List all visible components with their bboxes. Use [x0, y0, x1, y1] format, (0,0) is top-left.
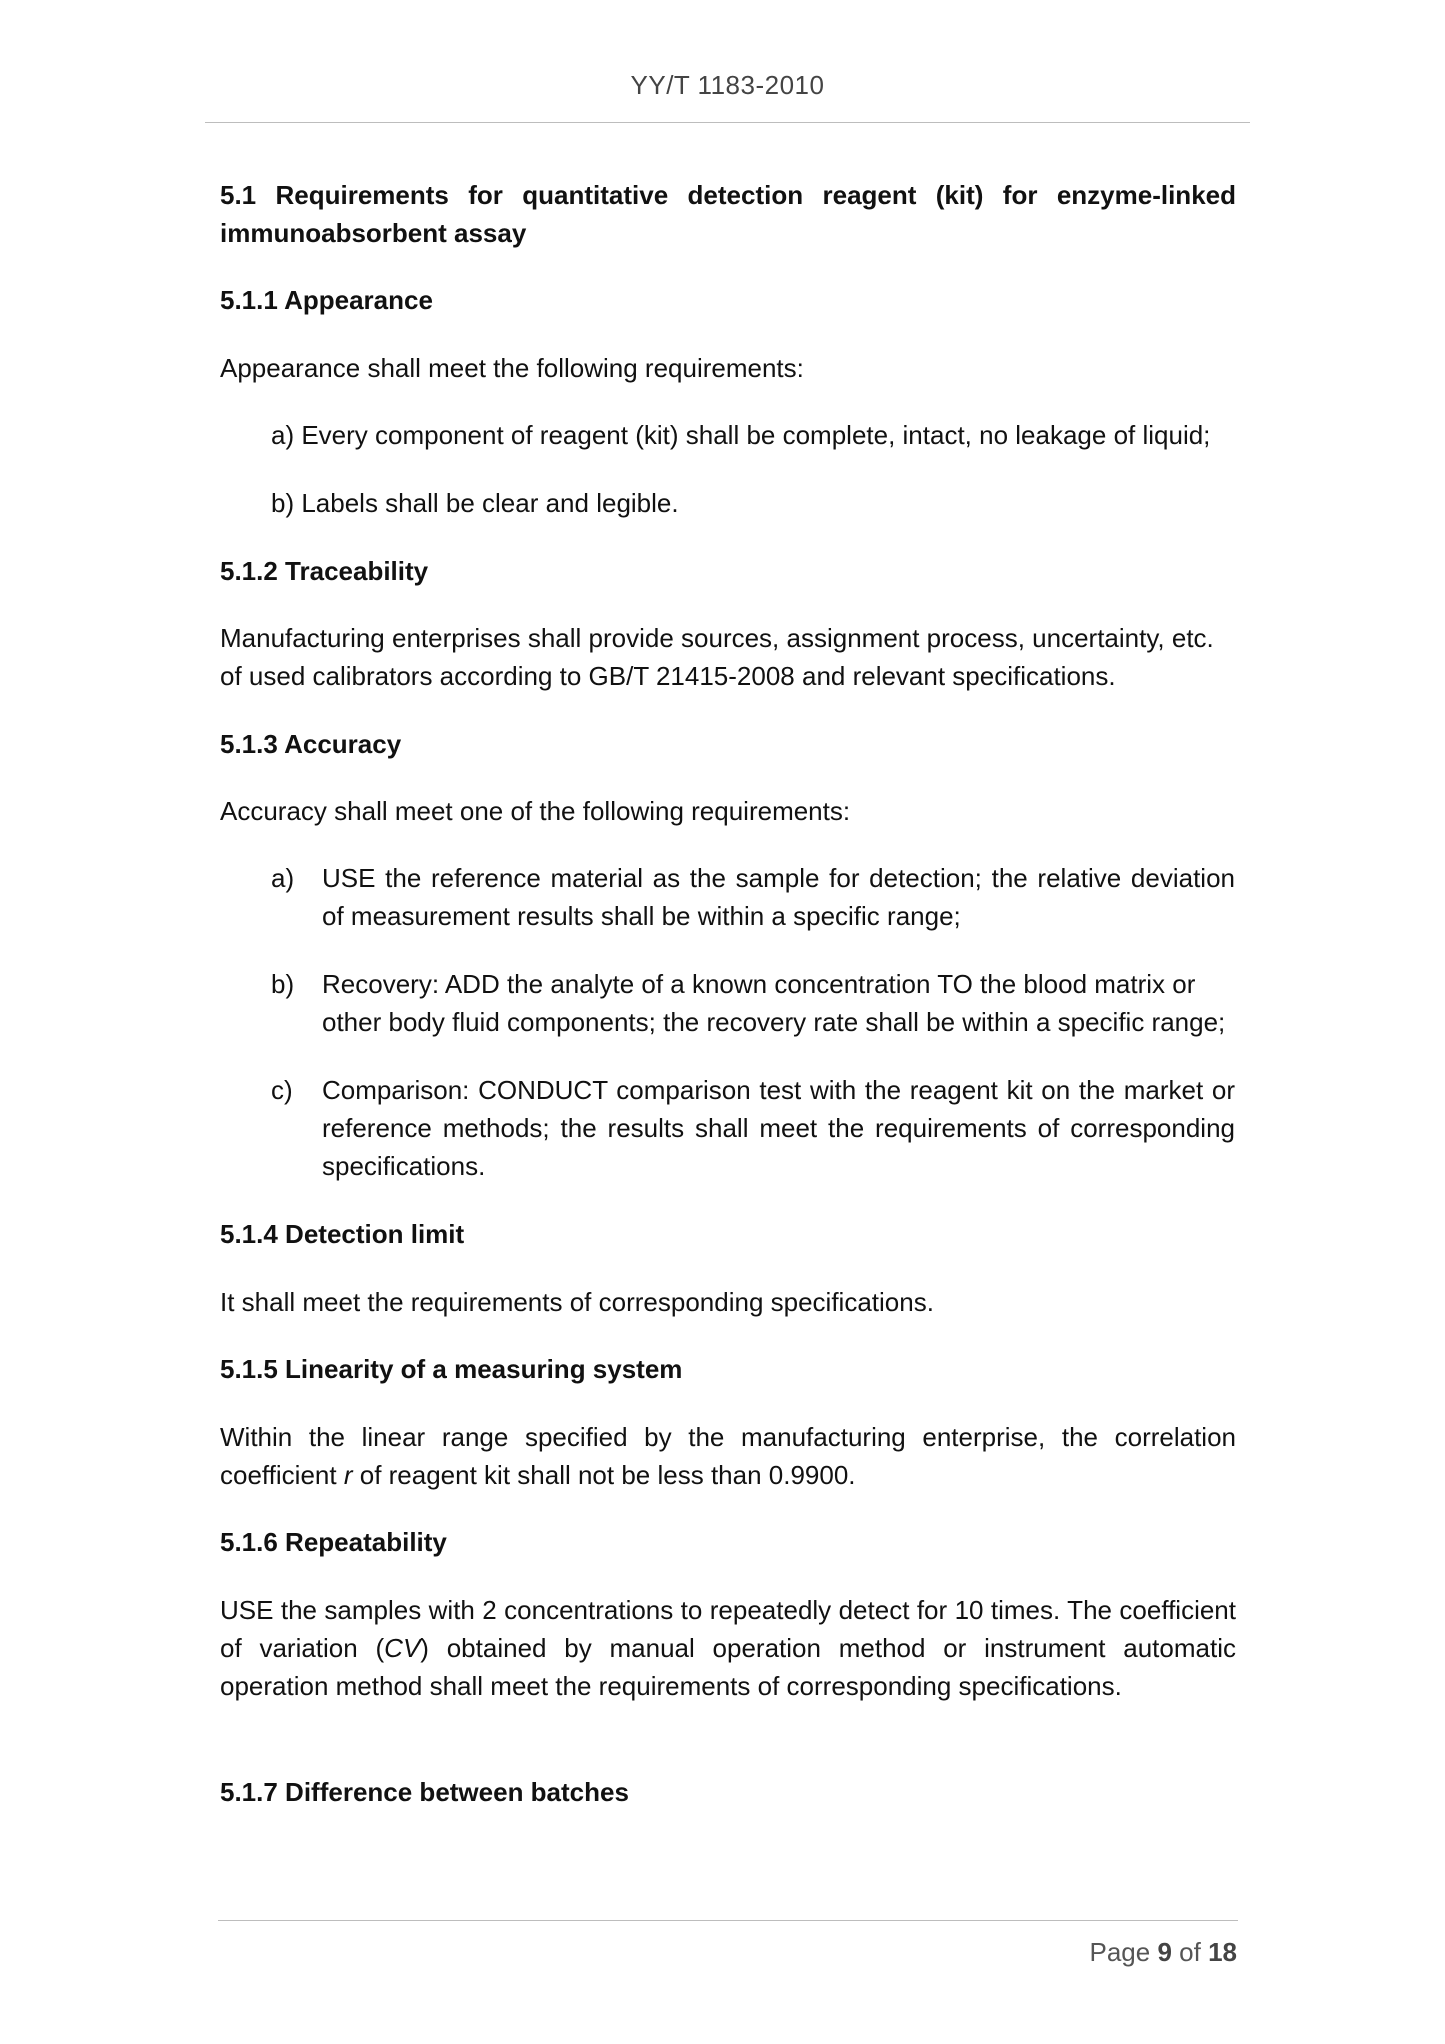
- header-divider: [205, 122, 1250, 123]
- linearity-text: [220, 1418, 1236, 1494]
- list-item-text: Comparison: CONDUCT comparison test with the reagent kit on the market or reference methods; the results shall meet the requirements of corresponding specifications.: [322, 1075, 1235, 1181]
- correlation-symbol: r: [343, 1460, 353, 1490]
- appearance-item-b: b) Labels shall be clear and legible.: [271, 488, 679, 518]
- repeatability-text-end: ) obtained by manual operation method or instrument automatic operation method shall meet the requirements of corresponding specifications.: [220, 1633, 1236, 1701]
- list-marker: b): [271, 969, 295, 999]
- footer-divider: [218, 1920, 1238, 1921]
- repeatability-text: [220, 1591, 1236, 1705]
- section-heading-5-1-2: 5.1.2 Traceability: [220, 556, 429, 586]
- list-marker: c): [271, 1075, 293, 1105]
- linearity-text-end: of reagent kit shall not be less than 0.9900.: [359, 1460, 856, 1490]
- traceability-text: Manufacturing enterprises shall provide sources, assignment process, uncertainty, etc. of used calibrators according to GB/T 21415-2008 and relevant specifications.: [220, 623, 1214, 691]
- accuracy-intro: Accuracy shall meet one of the following requirements:: [220, 796, 851, 826]
- current-page-number: 9: [1157, 1937, 1172, 1967]
- of-label: of: [1179, 1937, 1201, 1967]
- page-label: Page: [1089, 1937, 1151, 1967]
- total-pages: 18: [1208, 1937, 1237, 1967]
- list-item-text: USE the reference material as the sample for detection; the relative deviation of measurement results shall be within a specific range;: [322, 863, 1235, 931]
- appearance-item-a: a) Every component of reagent (kit) shall be complete, intact, no leakage of liquid;: [271, 420, 1211, 450]
- section-heading-5-1: 5.1 Requirements for quantitative detection reagent (kit) for enzyme-linked immunoabsorbent assay: [220, 180, 1236, 248]
- cv-symbol: CV: [384, 1633, 421, 1663]
- section-heading-5-1-4: 5.1.4 Detection limit: [220, 1219, 465, 1249]
- section-heading-5-1-7: 5.1.7 Difference between batches: [220, 1777, 629, 1807]
- appearance-intro: Appearance shall meet the following requirements:: [220, 353, 804, 383]
- repeatability-text-start: USE the samples with 2 concentrations to repeatedly detect for 10 times. The coefficient of variation (: [220, 1595, 1236, 1663]
- list-item-text: Recovery: ADD the analyte of a known concentration TO the blood matrix or other body fluid components; the recovery rate shall be within a specific range;: [322, 969, 1226, 1037]
- section-heading-5-1-3: 5.1.3 Accuracy: [220, 729, 402, 759]
- page-number-footer: [1089, 1937, 1237, 1968]
- detection-limit-text: It shall meet the requirements of corresponding specifications.: [220, 1287, 934, 1317]
- running-header: YY/T 1183-2010: [630, 70, 825, 100]
- list-marker: a): [271, 863, 295, 893]
- section-heading-5-1-5: 5.1.5 Linearity of a measuring system: [220, 1354, 683, 1384]
- section-heading-5-1-6: 5.1.6 Repeatability: [220, 1527, 447, 1557]
- linearity-text-start: Within the linear range specified by the manufacturing enterprise, the correlation coefficient: [220, 1422, 1236, 1490]
- section-heading-5-1-1: 5.1.1 Appearance: [220, 285, 433, 315]
